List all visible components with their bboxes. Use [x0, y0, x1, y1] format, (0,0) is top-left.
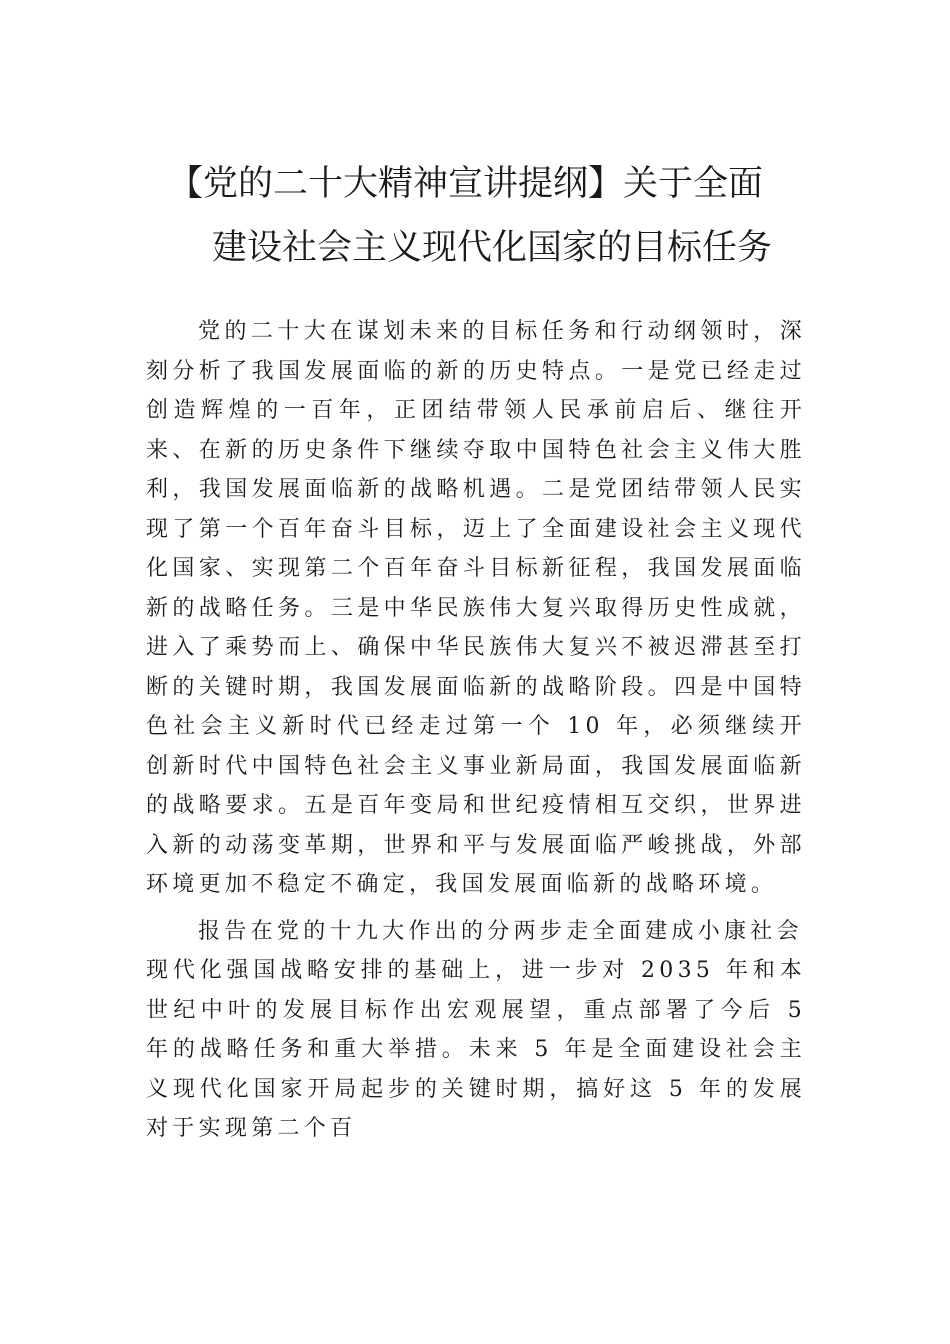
- document-title-line-2: 建设社会主义现代化国家的目标任务: [212, 228, 773, 268]
- paragraph-1: 党的二十大在谋划未来的目标任务和行动纲领时，深刻分析了我国发展面临的新的历史特点。一是党已经走过创造辉煌的一百年，正团结带领人民承前启后、继往开来、在新的历史条件下继续夺取中国特色社会主义伟大胜利，我国发展面临新的战略机遇。二是党团结带领人民实现了第一个百年奋斗目标，迈上了全面建设社会主义现代化国家、实现第二个百年奋斗目标新征程，我国发展面临新的战略任务。三是中华民族伟大复兴取得历史性成就，进入了乘势而上、确保中华民族伟大复兴不被迟滞甚至打断的关键时期，我国发展面临新的战略阶段。四是中国特色社会主义新时代已经走过第一个 10 年，必须继续开创新时代中国特色社会主义事业新局面，我国发展面临新的战略要求。五是百年变局和世纪疫情相互交织，世界进入新的动荡变革期，世界和平与发展面临严峻挑战，外部环境更加不稳定不确定，我国发展面临新的战略环境。: [146, 319, 806, 897]
- paragraph-2-continued: 现代化强国战略安排的基础上，进一步对 2035 年和本世纪中叶的发展目标作出宏观展望，重点部署了今后 5 年的战略任务和重大举措。未来 5 年是全面建设社会主义现代化国家开局起步的关键时期，搞好这 5 年的发展对于实现第二个百: [146, 958, 806, 1141]
- paragraph-2-first-line: 报告在党的十九大作出的分两步走全面建成小康社会: [198, 919, 803, 944]
- document-title-line-1: 【党的二十大精神宣讲提纲】关于全面: [168, 164, 764, 204]
